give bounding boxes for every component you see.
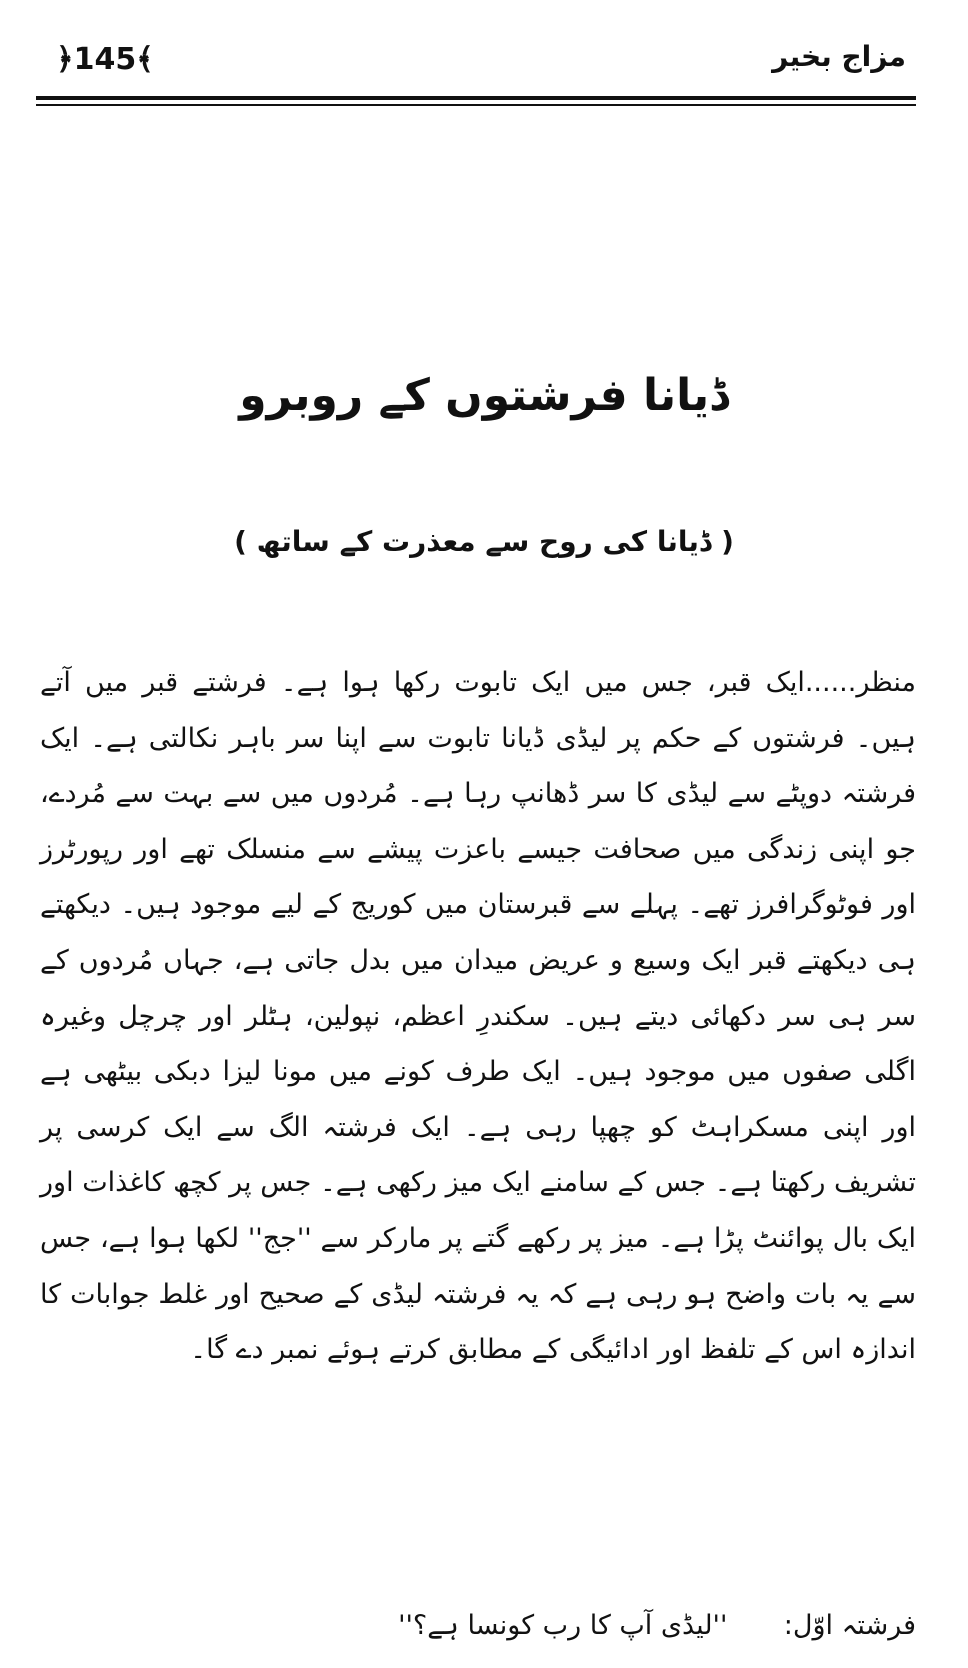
header-rule-thin xyxy=(36,104,916,106)
header-rule-thick xyxy=(36,96,916,100)
dialogue-speaker: فرشتہ اوّل: xyxy=(783,1610,916,1641)
dialogue-text: ''لیڈی آپ کا رب کونسا ہے؟'' xyxy=(398,1610,728,1641)
dialogue-line xyxy=(398,1598,916,1653)
chapter-title: ڈیانا فرشتوں کے روبرو xyxy=(239,370,729,421)
page-header xyxy=(36,40,916,100)
book-title: مزاج بخیر xyxy=(772,40,906,73)
page-number: ﴿145﴾ xyxy=(56,42,154,77)
chapter-subtitle: ( ڈیانا کی روح سے معذرت کے ساتھ ) xyxy=(234,525,734,558)
body-paragraph: منظر......ایک قبر، جس میں ایک تابوت رکھا ہوا ہے۔ فرشتے قبر میں آتے ہیں۔ فرشتوں کے حکم پر لیڈی ڈیانا تابوت سے اپنا سر باہر نکالتی ہے۔ ایک فرشتہ دوپٹے سے لیڈی کا سر ڈھانپ رہا ہے۔ مُردوں میں سے بہت سے مُردے، جو اپنی زندگی میں صحافت جیسے باعزت پیشے سے منسلک تھے اور رپورٹرز اور فوٹوگرافرز تھے۔ پہلے سے قبرستان میں کوریج کے لیے موجود ہیں۔ دیکھتے ہی دیکھتے قبر ایک وسیع و عریض میدان میں بدل جاتی ہے، جہاں مُردوں کے سر ہی سر دکھائی دیتے ہیں۔ سکندرِ اعظم، نپولین، ہٹلر اور چرچل وغیرہ اگلی صفوں میں موجود ہیں۔ ایک طرف کونے میں مونا لیزا دبکی بیٹھی ہے اور اپنی مسکراہٹ کو چھپا رہی ہے۔ ایک فرشتہ الگ سے ایک کرسی پر تشریف رکھتا ہے۔ جس کے سامنے ایک میز رکھی ہے۔ جس پر کچھ کاغذات اور ایک بال پوائنٹ پڑا ہے۔ میز پر رکھے گتے پر مارکر سے ''جج'' لکھا ہوا ہے، جس سے یہ بات واضح ہو رہی ہے کہ یہ فرشتہ لیڈی کے صحیح اور غلط جوابات کا اندازہ اس کے تلفظ اور ادائیگی کے مطابق کرتے ہوئے نمبر دے گا۔ xyxy=(40,667,916,1366)
